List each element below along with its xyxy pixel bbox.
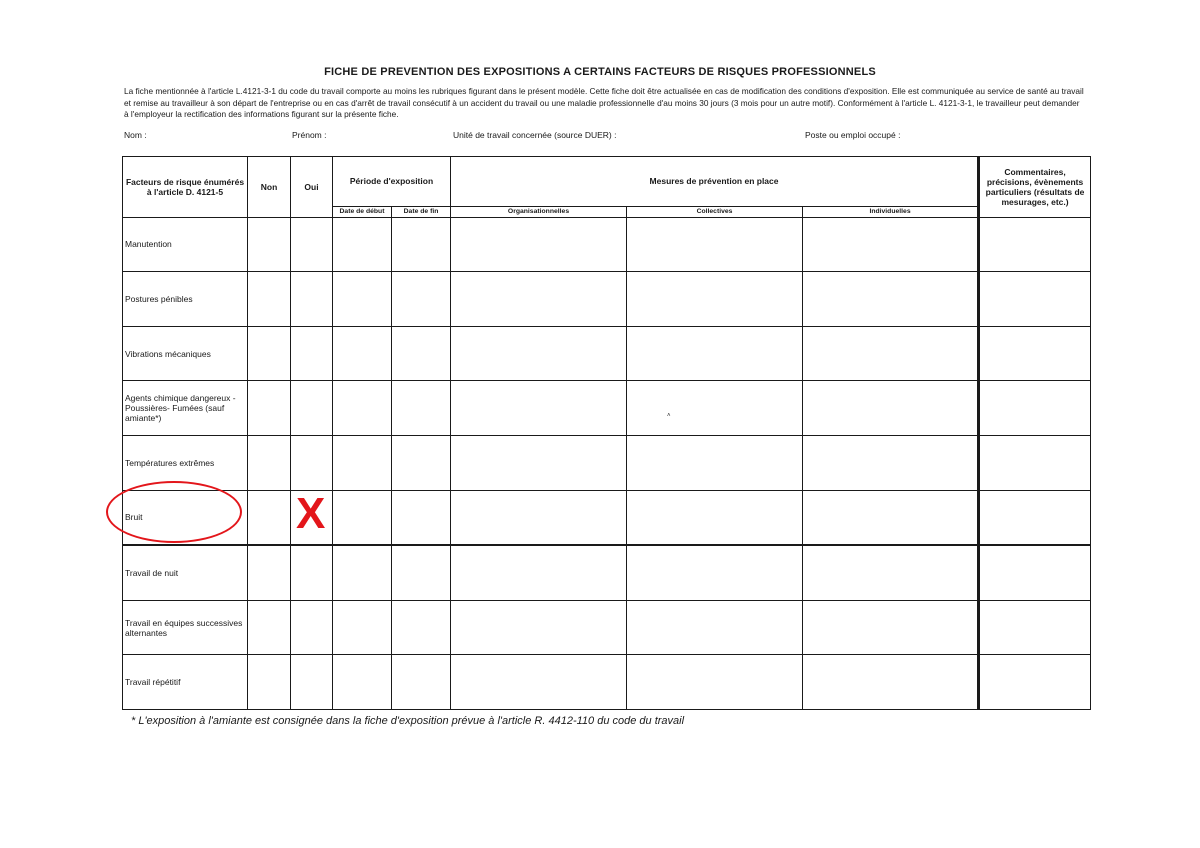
- label-prenom: Prénom :: [292, 130, 327, 140]
- red-cross-mark: X: [296, 489, 326, 538]
- cell-non[interactable]: [248, 435, 291, 490]
- label-poste: Poste ou emploi occupé :: [805, 130, 901, 140]
- cell-non[interactable]: [248, 490, 291, 545]
- cell-organisationnelles[interactable]: [451, 545, 627, 600]
- cell-date-fin[interactable]: [392, 600, 451, 655]
- cell-date-debut[interactable]: [333, 490, 392, 545]
- cell-organisationnelles[interactable]: [451, 435, 627, 490]
- cell-non[interactable]: [248, 655, 291, 710]
- cell-date-debut[interactable]: [333, 217, 392, 272]
- cell-collectives[interactable]: [627, 655, 803, 710]
- header-facteurs: Facteurs de risque énumérés à l'article D. 4121-5: [123, 157, 248, 218]
- cell-collectives[interactable]: [627, 326, 803, 381]
- cell-individuelles[interactable]: [803, 545, 979, 600]
- table-row: [123, 655, 1091, 710]
- cell-collectives[interactable]: [627, 217, 803, 272]
- cell-date-fin[interactable]: [392, 490, 451, 545]
- scan-speck: ˄: [667, 413, 671, 419]
- cell-organisationnelles[interactable]: [451, 655, 627, 710]
- red-circle-annotation: [106, 481, 242, 543]
- header-date-debut: Date de début: [333, 206, 392, 217]
- cell-organisationnelles[interactable]: [451, 217, 627, 272]
- cell-oui[interactable]: [291, 435, 333, 490]
- header-organisationnelles: Organisationnelles: [451, 206, 627, 217]
- exposure-table: [122, 156, 1091, 710]
- cell-organisationnelles[interactable]: [451, 600, 627, 655]
- cell-oui[interactable]: [291, 272, 333, 327]
- cell-non[interactable]: [248, 217, 291, 272]
- cell-date-fin[interactable]: [392, 545, 451, 600]
- cell-collectives[interactable]: [627, 545, 803, 600]
- cell-oui[interactable]: [291, 381, 333, 436]
- cell-commentaires[interactable]: [979, 545, 1091, 600]
- factor-label: Travail en équipes successives alternantes: [123, 600, 248, 655]
- cell-date-debut[interactable]: [333, 600, 392, 655]
- table-row: [123, 326, 1091, 381]
- cell-collectives[interactable]: [627, 381, 803, 436]
- cell-oui[interactable]: [291, 217, 333, 272]
- cell-commentaires[interactable]: [979, 381, 1091, 436]
- cell-individuelles[interactable]: [803, 217, 979, 272]
- factor-label: Travail de nuit: [123, 545, 248, 600]
- header-individuelles: Individuelles: [803, 206, 979, 217]
- cell-collectives[interactable]: [627, 600, 803, 655]
- cell-date-fin[interactable]: [392, 272, 451, 327]
- cell-individuelles[interactable]: [803, 435, 979, 490]
- cell-commentaires[interactable]: [979, 326, 1091, 381]
- table-row: [123, 545, 1091, 600]
- table-row: [123, 272, 1091, 327]
- cell-date-debut[interactable]: [333, 272, 392, 327]
- cell-date-debut[interactable]: [333, 326, 392, 381]
- header-commentaires: Commentaires, précisions, évènements particuliers (résultats de mesurages, etc.): [979, 157, 1091, 218]
- cell-individuelles[interactable]: [803, 600, 979, 655]
- cell-date-debut[interactable]: [333, 545, 392, 600]
- cell-non[interactable]: [248, 272, 291, 327]
- factor-label: Agents chimique dangereux - Poussières- Fumées (sauf amiante*): [123, 381, 248, 436]
- cell-organisationnelles[interactable]: [451, 490, 627, 545]
- cell-commentaires[interactable]: [979, 600, 1091, 655]
- header-collectives: Collectives: [627, 206, 803, 217]
- factor-label: Vibrations mécaniques: [123, 326, 248, 381]
- label-nom: Nom :: [124, 130, 147, 140]
- intro-paragraph: La fiche mentionnée à l'article L.4121-3-1 du code du travail comporte au moins les rubriques figurant dans le présent modèle. Cette fiche doit être actualisée en cas de modification des conditions d'exposition. Elle est communiquée au service de santé au travail et remise au travailleur à son départ de l'entreprise ou en cas d'arrêt de travail consécutif à un accident du travail ou une maladie professionnelle d'au moins 30 jours (3 mois pour un autre motif). Conformément à l'article L. 4121-3-1, le travailleur peut demander à l'employeur la rectification des informations figurant sur la présente fiche.: [124, 86, 1084, 119]
- cell-organisationnelles[interactable]: [451, 272, 627, 327]
- cell-date-fin[interactable]: [392, 381, 451, 436]
- header-oui: Oui: [291, 157, 333, 218]
- cell-individuelles[interactable]: [803, 272, 979, 327]
- factor-label: Manutention: [123, 217, 248, 272]
- header-periode: Période d'exposition: [333, 157, 451, 207]
- cell-date-fin[interactable]: [392, 435, 451, 490]
- cell-date-debut[interactable]: [333, 381, 392, 436]
- cell-organisationnelles[interactable]: [451, 326, 627, 381]
- cell-non[interactable]: [248, 545, 291, 600]
- cell-individuelles[interactable]: [803, 490, 979, 545]
- label-unite-travail: Unité de travail concernée (source DUER) :: [453, 130, 617, 140]
- footnote: * L'exposition à l'amiante est consignée dans la fiche d'exposition prévue à l'article R. 4412-110 du code du travail: [131, 715, 685, 727]
- cell-commentaires[interactable]: [979, 435, 1091, 490]
- cell-date-debut[interactable]: [333, 655, 392, 710]
- table-row: [123, 435, 1091, 490]
- header-mesures: Mesures de prévention en place: [451, 157, 979, 207]
- cell-commentaires[interactable]: [979, 490, 1091, 545]
- factor-label: Bruit: [123, 490, 248, 545]
- cell-oui[interactable]: [291, 600, 333, 655]
- factor-label: Températures extrêmes: [123, 435, 248, 490]
- cell-collectives[interactable]: [627, 272, 803, 327]
- cell-collectives[interactable]: [627, 490, 803, 545]
- cell-individuelles[interactable]: [803, 655, 979, 710]
- factor-rows: [123, 217, 1091, 709]
- factor-label: Postures pénibles: [123, 272, 248, 327]
- header-date-fin: Date de fin: [392, 206, 451, 217]
- cell-date-fin[interactable]: [392, 217, 451, 272]
- cell-non[interactable]: [248, 381, 291, 436]
- cell-collectives[interactable]: [627, 435, 803, 490]
- table-row: [123, 600, 1091, 655]
- cell-non[interactable]: [248, 326, 291, 381]
- table-row: [123, 217, 1091, 272]
- cell-oui[interactable]: [291, 655, 333, 710]
- cell-individuelles[interactable]: [803, 381, 979, 436]
- cell-commentaires[interactable]: [979, 217, 1091, 272]
- form-title: FICHE DE PREVENTION DES EXPOSITIONS A CERTAINS FACTEURS DE RISQUES PROFESSIONNELS: [324, 66, 876, 78]
- cell-date-fin[interactable]: [392, 655, 451, 710]
- factor-label: Travail répétitif: [123, 655, 248, 710]
- table-row: [123, 381, 1091, 436]
- cell-commentaires[interactable]: [979, 655, 1091, 710]
- cell-oui[interactable]: [291, 545, 333, 600]
- cell-date-fin[interactable]: [392, 326, 451, 381]
- cell-organisationnelles[interactable]: [451, 381, 627, 436]
- cell-commentaires[interactable]: [979, 272, 1091, 327]
- cell-individuelles[interactable]: [803, 326, 979, 381]
- cell-date-debut[interactable]: [333, 435, 392, 490]
- cell-oui[interactable]: [291, 326, 333, 381]
- table-row: [123, 490, 1091, 545]
- header-non: Non: [248, 157, 291, 218]
- cell-non[interactable]: [248, 600, 291, 655]
